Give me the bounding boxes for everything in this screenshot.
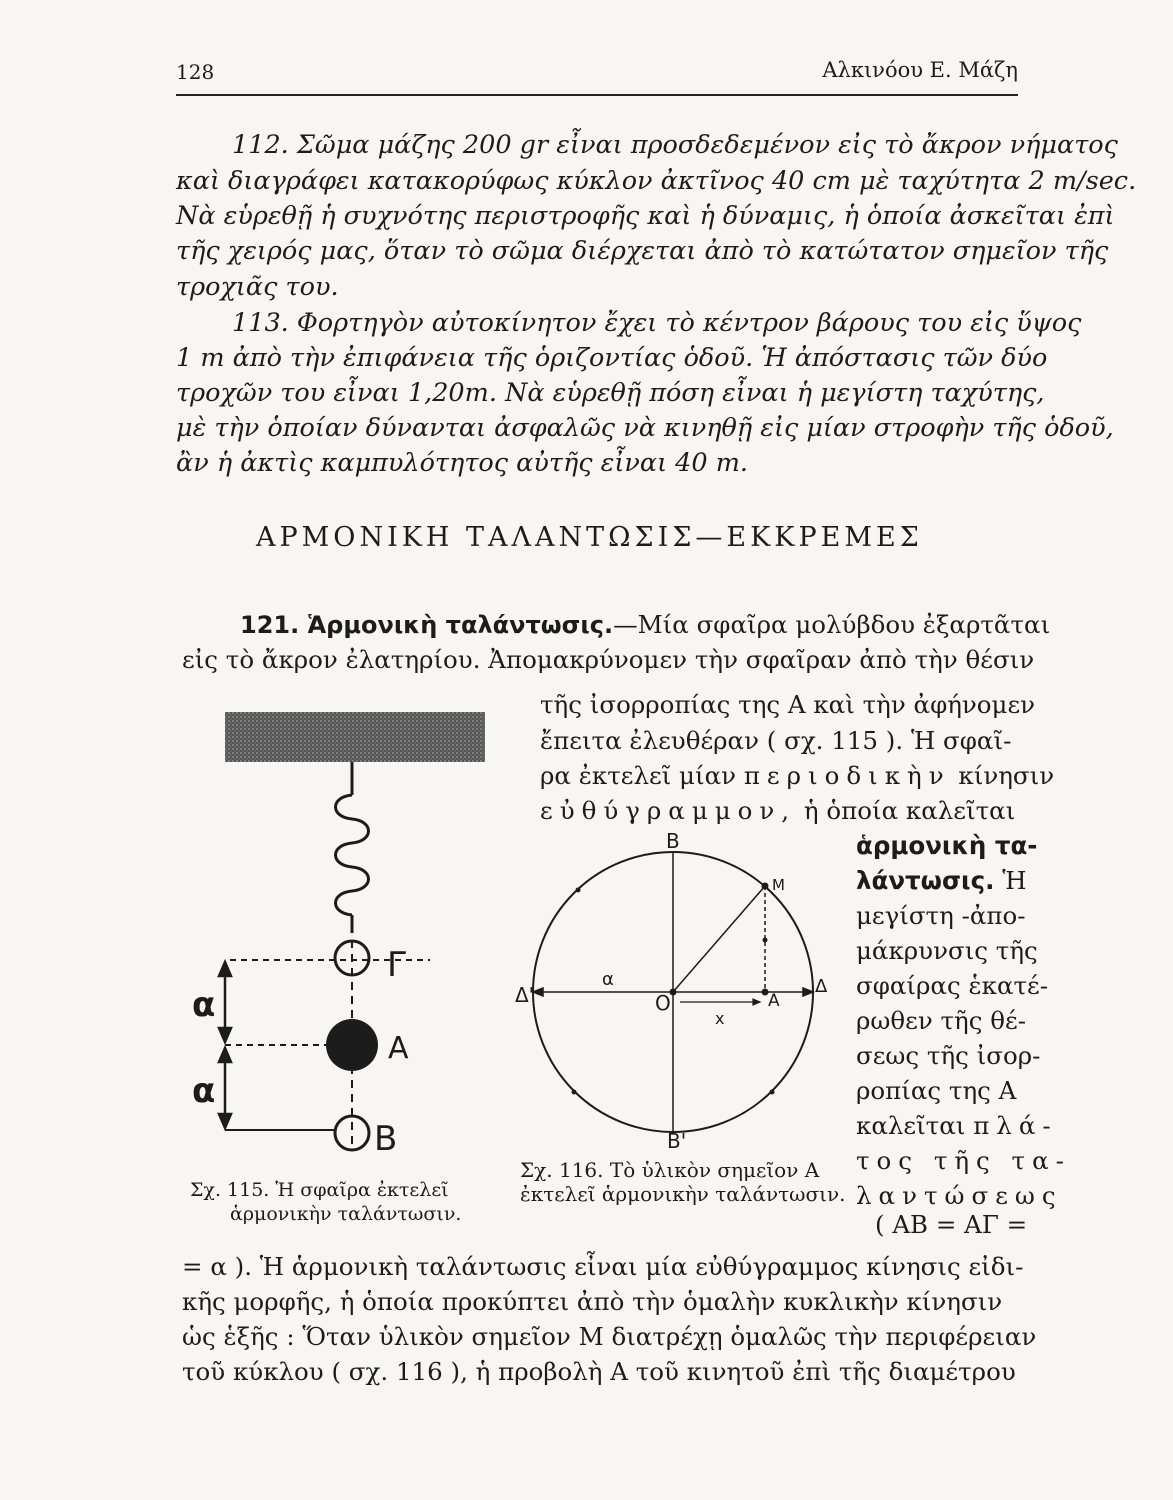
narrow-col-line-4: μάκρυνσις τῆς — [856, 936, 1038, 965]
label-a-bottom: α — [192, 1071, 216, 1111]
label-m: Μ — [772, 876, 785, 894]
page-number: 128 — [176, 60, 215, 84]
problem-113-line-2: 1 m ἀπὸ τὴν ἐπιφάνεια τῆς ὁριζοντίας ὁδοῦ. Ἡ ἀπόστασις τῶν δύο — [176, 343, 1048, 373]
narrow-col-line-12: ( ΑΒ = ΑΓ = — [875, 1210, 1028, 1239]
figure-115 — [180, 700, 490, 1170]
figure-116-caption: Σχ. 116. Τὸ ὑλικὸν σημεῖον Α ἐκτελεῖ ἁρμονικὴν ταλάντωσιν. — [520, 1158, 846, 1206]
narrow-col-line-7: σεως τῆς ἰσορ- — [856, 1041, 1041, 1070]
ceiling-support — [225, 712, 485, 762]
section-title: ΑΡΜΟΝΙΚΗ ΤΑΛΑΝΤΩΣΙΣ—ΕΚΚΡΕΜΕΣ — [256, 522, 923, 553]
label-d: Δ — [815, 976, 828, 997]
problem-112-line-3: Νὰ εὑρεθῇ ἡ συχνότης περιστροφῆς καὶ ἡ δύναμις, ἡ ὁποία ἀσκεῖται ἐπὶ — [176, 201, 1115, 231]
right-col-line-4: εὐθύγραμμον, ἡ ὁποία καλεῖται — [540, 796, 1016, 825]
problem-113-line-4: μὲ τὴν ὁποίαν δύνανται ἀσφαλῶς νὰ κινηθῇ εἰς μίαν στροφὴν τῆς ὁδοῦ, — [176, 413, 1114, 443]
narrow-col-line-3: μεγίστη -ἀπο- — [856, 901, 1026, 930]
label-a: Α — [768, 991, 780, 1011]
label-a-ball: Α — [388, 1031, 409, 1066]
narrow-col-line-2: λάντωσις. Ἡ — [856, 866, 1027, 895]
radius-om — [673, 886, 765, 992]
spring — [336, 762, 369, 933]
problem-113-line-5: ἂν ἡ ἀκτὶς καμπυλότητος αὐτῆς εἶναι 40 m. — [176, 448, 749, 478]
problem-112-line-4: τῆς χειρός μας, ὅταν τὸ σῶμα διέρχεται ἀπὸ τὸ κατώτατον σημεῖον τῆς — [176, 236, 1109, 266]
section-121-line-1: 121. Ἁρμονικὴ ταλάντωσις.—Μία σφαῖρα μολύβδου ἐξαρτᾶται — [240, 610, 1051, 639]
section-121-line-2: εἰς τὸ ἄκρον ἐλατηρίου. Ἀπομακρύνομεν τὴν σφαῖραν ἀπὸ τὴν θέσιν — [182, 645, 1035, 674]
label-alpha: α — [602, 969, 614, 990]
bottom-line-2: κῆς μορφῆς, ἡ ὁποία προκύπτει ἀπὸ τὴν ὁμαλὴν κυκλικὴν κίνησιν — [182, 1287, 1003, 1316]
label-x: x — [715, 1009, 725, 1028]
label-o: Ο — [655, 991, 671, 1015]
ball-b-position — [335, 1116, 369, 1150]
narrow-col-line-5: σφαίρας ἑκατέ- — [856, 971, 1049, 1000]
figure-116 — [510, 830, 850, 1150]
bottom-line-3: ὡς ἑξῆς : Ὅταν ὑλικὸν σημεῖον Μ διατρέχῃ ὁμαλῶς τὴν περιφέρειαν — [182, 1322, 1037, 1351]
narrow-col-line-9: καλεῖται πλά- — [856, 1111, 1058, 1140]
header-rule — [176, 94, 1018, 96]
narrow-col-line-11: λαντώσεως — [856, 1181, 1063, 1210]
figure-115-caption: Σχ. 115. Ἡ σφαῖρα ἐκτελεῖ ἁρμονικὴν ταλάντωσιν. — [190, 1179, 462, 1225]
problem-112-line-1: 112. Σῶμα μάζης 200 gr εἶναι προσδεδεμένον εἰς τὸ ἄκρον νήματος — [232, 130, 1118, 160]
label-b: Β — [374, 1119, 398, 1159]
narrow-col-line-8: ροπίας της Α — [856, 1076, 1017, 1105]
label-b: Β — [666, 830, 680, 853]
running-header-author: Αλκινόου Ε. Μάζη — [822, 58, 1018, 82]
label-gamma: Γ — [387, 945, 406, 985]
label-d-prime: Δ' — [515, 983, 535, 1007]
label-a-top: α — [192, 985, 216, 1025]
problem-112-line-2: καὶ διαγράφει κατακορύφως κύκλον ἀκτῖνος 40 cm μὲ ταχύτητα 2 m/sec. — [176, 166, 1137, 196]
ball-equilibrium-a — [326, 1019, 378, 1071]
bottom-line-1: = α ). Ἡ ἁρμονικὴ ταλάντωσις εἶναι μία εὐθύγραμμος κίνησις εἰδι- — [182, 1252, 1024, 1281]
narrow-col-line-1: ἁρμονικὴ τα- — [856, 831, 1038, 860]
bottom-line-4: τοῦ κύκλου ( σχ. 116 ), ἡ προβολὴ Α τοῦ κινητοῦ ἐπὶ τῆς διαμέτρου — [182, 1357, 1016, 1386]
narrow-col-line-6: ρωθεν τῆς θέ- — [856, 1006, 1026, 1035]
right-col-line-2: ἔπειτα ἐλευθέραν ( σχ. 115 ). Ἡ σφαῖ- — [540, 726, 1012, 755]
narrow-col-line-10: τος τῆς τα- — [856, 1146, 1071, 1175]
problem-113-line-1: 113. Φορτηγὸν αὐτοκίνητον ἔχει τὸ κέντρον βάρους του εἰς ὕψος — [232, 308, 1082, 338]
section-121-heading: 121. Ἁρμονικὴ ταλάντωσις. — [240, 611, 614, 639]
label-b-prime: Β' — [667, 1129, 687, 1150]
problem-113-line-3: τροχῶν του εἶναι 1,20m. Νὰ εὑρεθῇ πόση εἶναι ἡ μεγίστη ταχύτης, — [176, 378, 1045, 408]
problem-112-line-5: τροχιᾶς του. — [176, 272, 339, 302]
right-col-line-3: ρα ἐκτελεῖ μίαν περιοδικὴν κίνησιν — [540, 761, 1055, 790]
right-col-line-1: τῆς ἰσορροπίας της Α καὶ τὴν ἀφήνομεν — [540, 690, 1036, 719]
